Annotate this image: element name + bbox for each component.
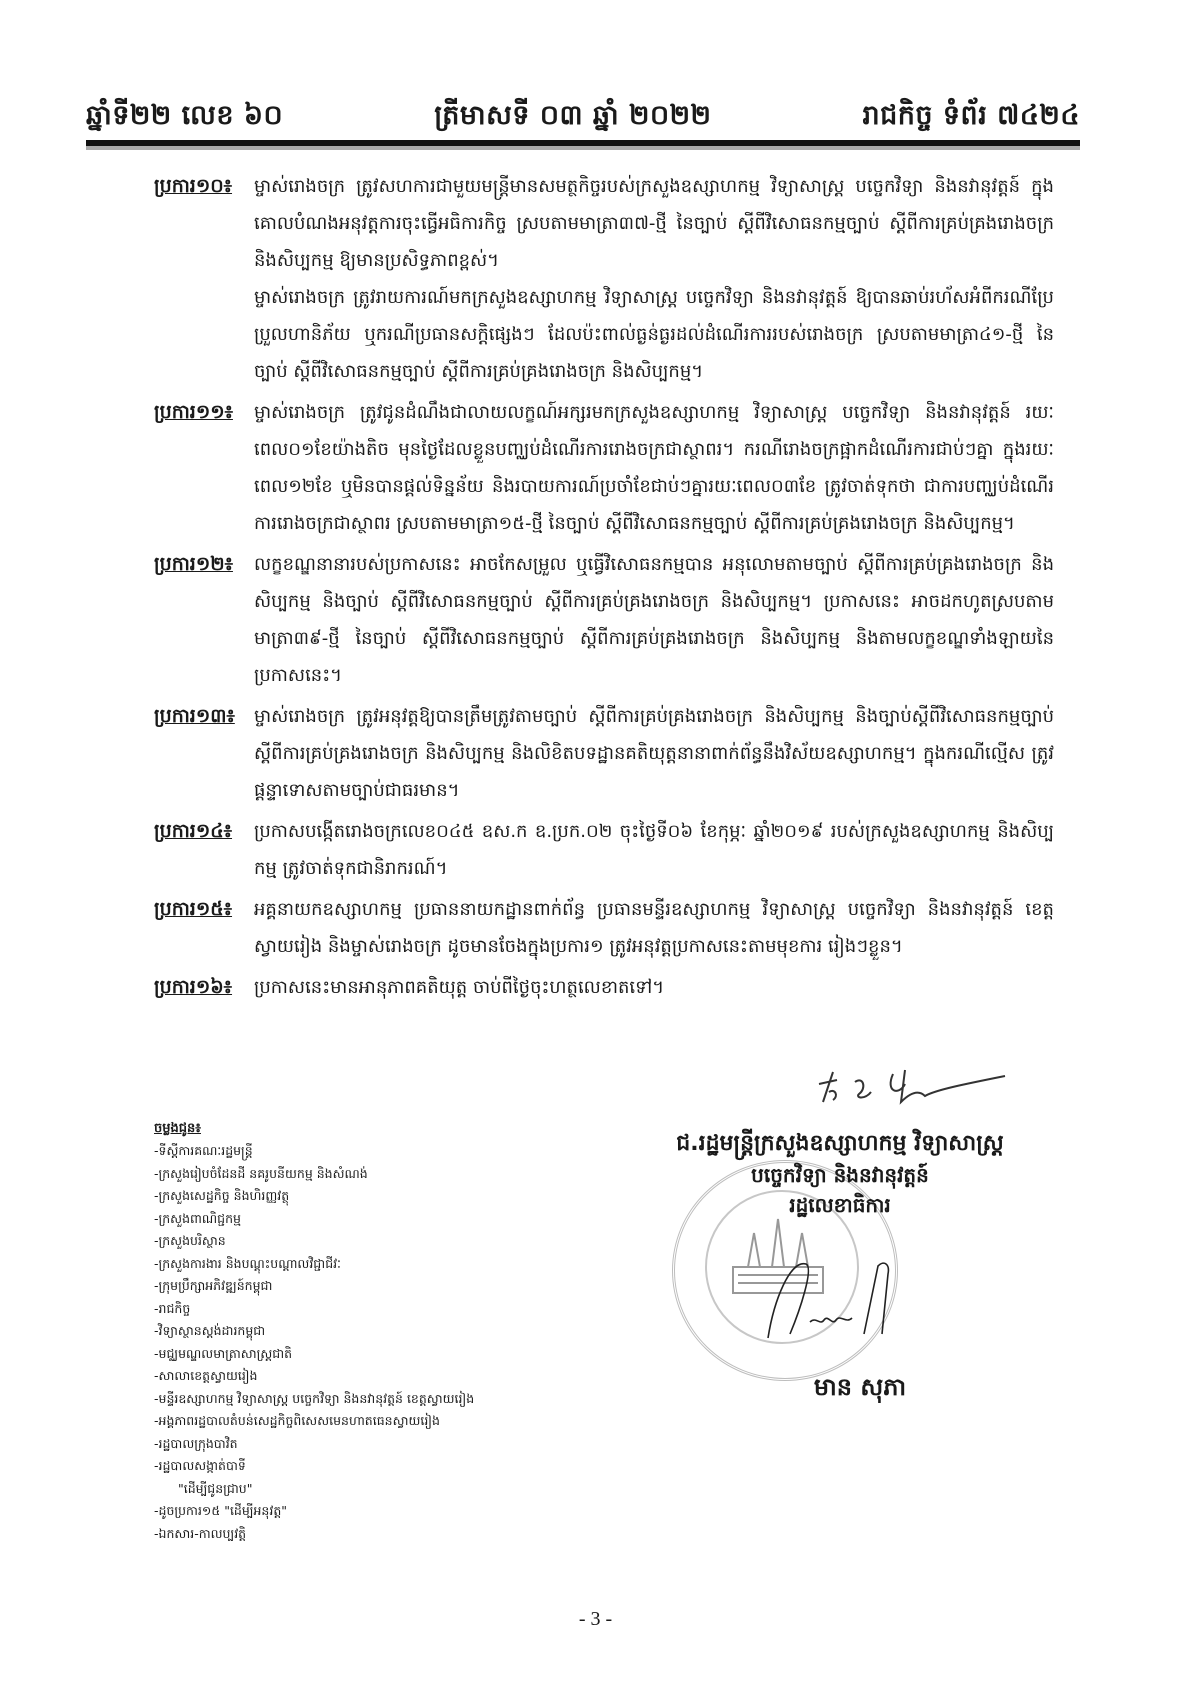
header-rule-shadow xyxy=(86,146,1080,150)
header-year-issue: ឆ្នាំទី២២ លេខ ៦០ xyxy=(86,100,284,131)
handwritten-signature-icon xyxy=(760,1250,900,1340)
article-label: ប្រការ១៣៖ xyxy=(154,705,235,727)
header-gazette-page: រាជកិច្ច ទំព័រ ៧៤២៤ xyxy=(862,100,1080,131)
page-header xyxy=(86,86,1080,138)
article-paragraph: លក្ខខណ្ឌនានារបស់ប្រកាសនេះ អាចកែសម្រួល ឬធ្វើវិសោធនកម្មបាន អនុលោមតាមច្បាប់ ស្ដីពីការគ្រប់គ្រងរោងចក្រ និងសិប្បកម្ម និងច្បាប់ ស្ដីពីវិសោធនកម្មច្បាប់ ស្ដីពីការគ្រប់គ្រងរោងចក្រ និងសិប្បកម្ម។ ប្រកាសនេះ អាចដកហូតស្របតាមមាត្រា៣៩-ថ្មី នៃច្បាប់ ស្ដីពីវិសោធនកម្មច្បាប់ ស្ដីពីការគ្រប់គ្រងរោងចក្រ និងសិប្បកម្ម និងតាមលក្ខខណ្ឌទាំងឡាយនៃប្រកាសនេះ។ xyxy=(254,554,1054,686)
article-body xyxy=(254,969,1054,1006)
signatory-name: មាន សុភា xyxy=(813,1373,907,1401)
article-label: ប្រការ១៦៖ xyxy=(154,976,233,998)
cc-item: -ក្រសួងបរិស្ថាន xyxy=(154,1233,226,1248)
article-label: ប្រការ១២៖ xyxy=(154,553,233,575)
cc-item: -ក្រសួងការងារ និងបណ្ដុះបណ្ដាលវិជ្ជាជីវៈ xyxy=(154,1255,341,1271)
article-body xyxy=(254,891,1054,965)
article-paragraph: ម្ចាស់រោងចក្រ ត្រូវអនុវត្តឱ្យបានត្រឹមត្រូវតាមច្បាប់ ស្ដីពីការគ្រប់គ្រងរោងចក្រ និងសិប្បកម្ម និងច្បាប់ស្ដីពីវិសោធនកម្មច្បាប់ ស្ដីពីការគ្រប់គ្រងរោងចក្រ និងសិប្បកម្ម និងលិខិតបទដ្ឋានគតិយុត្តនានាពាក់ព័ន្ធនឹងវិស័យឧស្សាហកម្ម។ ក្នុងករណីល្មើស ត្រូវផ្ដន្ទាទោសតាមច្បាប់ជាធរមាន។ xyxy=(254,706,1054,801)
article-label: ប្រការ១៤៖ xyxy=(154,820,233,842)
article-14 xyxy=(154,813,1054,887)
article-body xyxy=(254,546,1054,694)
cc-item: -ក្រុមប្រឹក្សាអភិវឌ្ឍន៍កម្ពុជា xyxy=(154,1278,273,1293)
cc-item: -រាជកិច្ច xyxy=(154,1300,191,1316)
cc-item: -រដ្ឋបាលសង្កាត់បាទី xyxy=(154,1458,246,1473)
article-15 xyxy=(154,891,1054,965)
copy-distribution-list xyxy=(154,1118,554,1545)
cc-item: -ក្រសួងពាណិជ្ជកម្ម xyxy=(154,1210,241,1226)
article-12 xyxy=(154,546,1054,694)
cc-item: -ដូចប្រការ១៥ "ដើម្បីអនុវត្ត" xyxy=(154,1503,288,1518)
cc-item: -មន្ទីរឧស្សាហកម្ម វិទ្យាសាស្ត្រ បច្ចេកវិទ្យា និងនវានុវត្តន៍ ខេត្តស្វាយរៀង xyxy=(154,1390,475,1406)
article-label: ប្រការ១៥៖ xyxy=(154,898,233,920)
signatory-title-line1: ជ.រដ្ឋមន្ត្រីក្រសួងឧស្សាហកម្ម វិទ្យាសាស្ត្រ xyxy=(676,1131,1004,1156)
header-quarter: ត្រីមាសទី ០៣ ឆ្នាំ ២០២២ xyxy=(434,100,712,131)
article-paragraph: ប្រកាសបង្កើតរោងចក្រលេខ០៤៥ ឧស.ក ឧ.ប្រក.០២ ចុះថ្ងៃទី០៦ ខែកុម្ភៈ ឆ្នាំ២០១៩ របស់ក្រសួងឧស្សាហកម្ម និងសិប្បកម្ម ត្រូវចាត់ទុកជានិរាករណ៍។ xyxy=(254,821,1054,879)
article-13 xyxy=(154,698,1054,809)
article-paragraph: ម្ចាស់រោងចក្រ ត្រូវសហការជាមួយមន្ត្រីមានសមត្ថកិច្ចរបស់ក្រសួងឧស្សាហកម្ម វិទ្យាសាស្ត្រ បច្ចេកវិទ្យា និងនវានុវត្តន៍ ក្នុងគោលបំណងអនុវត្តការចុះធ្វើអធិការកិច្ច ស្របតាមមាត្រា៣៧-ថ្មី នៃច្បាប់ ស្ដីពីវិសោធនកម្មច្បាប់ ស្ដីពីការគ្រប់គ្រងរោងចក្រ និងសិប្បកម្ម ឱ្យមានប្រសិទ្ធភាពខ្ពស់។ xyxy=(254,176,1054,271)
initials-handwritten-icon xyxy=(815,1062,1015,1112)
cc-item: -ក្រសួងរៀបចំដែនដី នគរូបនីយកម្ម និងសំណង់ xyxy=(154,1165,368,1181)
article-paragraph: ម្ចាស់រោងចក្រ ត្រូវជូនដំណឹងជាលាយលក្ខណ៍អក្សរមកក្រសួងឧស្សាហកម្ម វិទ្យាសាស្ត្រ បច្ចេកវិទ្យា និងនវានុវត្តន៍ រយៈពេល០១ខែយ៉ាងតិច មុនថ្ងៃដែលខ្លួនបញ្ឈប់ដំណើរការរោងចក្រជាស្ថាពរ។ ករណីរោងចក្រផ្អាកដំណើរការជាប់ៗគ្នា ក្នុងរយៈពេល១២ខែ ឬមិនបានផ្ដល់ទិន្នន័យ និងរបាយការណ៍ប្រចាំខែជាប់ៗគ្នារយៈពេល០៣ខែ ត្រូវចាត់ទុកថា ជាការបញ្ឈប់ដំណើរការរោងចក្រជាស្ថាពរ ស្របតាមមាត្រា១៥-ថ្មី នៃច្បាប់ ស្ដីពីវិសោធនកម្មច្បាប់ ស្ដីពីការគ្រប់គ្រងរោងចក្រ និងសិប្បកម្ម។ xyxy=(254,402,1054,534)
article-label: ប្រការ១១៖ xyxy=(154,401,233,423)
signatory-title-line2: បច្ចេកវិទ្យា និងនវានុវត្តន៍ xyxy=(751,1163,929,1187)
cc-item: -រដ្ឋបាលក្រុងបាវិត xyxy=(154,1435,238,1451)
article-paragraph: អគ្គនាយកឧស្សាហកម្ម ប្រធាននាយកដ្ឋានពាក់ព័ន្ធ ប្រធានមន្ទីរឧស្សាហកម្ម វិទ្យាសាស្ត្រ បច្ចេកវិទ្យា និងនវានុវត្តន៍ ខេត្តស្វាយរៀង និងម្ចាស់រោងចក្រ ដូចមានចែងក្នុងប្រការ១ ត្រូវអនុវត្តប្រកាសនេះតាមមុខការ រៀងៗខ្លួន។ xyxy=(254,899,1054,957)
article-paragraph: ម្ចាស់រោងចក្រ ត្រូវរាយការណ៍មកក្រសួងឧស្សាហកម្ម វិទ្យាសាស្ត្រ បច្ចេកវិទ្យា និងនវានុវត្តន៍ ឱ្យបានឆាប់រហ័សអំពីករណីប្រែប្រួលហានិភ័យ ឬករណីប្រធានសក្តិផ្សេងៗ ដែលប៉ះពាល់ធ្ងន់ធ្ងរដល់ដំណើរការរបស់រោងចក្រ ស្របតាមមាត្រា៤១-ថ្មី នៃច្បាប់ ស្ដីពីវិសោធនកម្មច្បាប់ ស្ដីពីការគ្រប់គ្រងរោងចក្រ និងសិប្បកម្ម។ xyxy=(254,287,1054,382)
cc-item: -ទីស្ដីការគណៈរដ្ឋមន្ត្រី xyxy=(154,1143,253,1158)
article-16 xyxy=(154,969,1054,1006)
article-body xyxy=(254,813,1054,887)
article-10 xyxy=(154,168,1054,390)
cc-item: -មជ្ឈមណ្ឌលមាត្រាសាស្ត្រជាតិ xyxy=(154,1345,293,1361)
cc-item: -ក្រសួងសេដ្ឋកិច្ច និងហិរញ្ញវត្ថុ xyxy=(154,1188,290,1203)
article-body xyxy=(254,394,1054,542)
cc-item: -សាលាខេត្តស្វាយរៀង xyxy=(154,1368,258,1383)
cc-item: -វិទ្យាស្ថានស្តង់ដារកម្ពុជា xyxy=(154,1323,266,1338)
article-paragraph: ប្រកាសនេះមានអានុភាពគតិយុត្ត ចាប់ពីថ្ងៃចុះហត្ថលេខាតទៅ។ xyxy=(254,977,665,998)
cc-title: ចម្លងជូន៖ xyxy=(154,1121,201,1136)
article-label: ប្រការ១០៖ xyxy=(154,175,233,197)
cc-item: -ឯកសារ-កាលប្បវត្តិ xyxy=(154,1525,247,1541)
cc-item-note: "ដើម្បីជូនជ្រាប" xyxy=(178,1480,253,1496)
signatory-position: រដ្ឋលេខាធិការ xyxy=(789,1193,891,1217)
article-body xyxy=(254,168,1054,390)
signature-block xyxy=(620,1128,1060,1220)
page-number: - 3 - xyxy=(578,1608,613,1630)
article-body xyxy=(254,698,1054,809)
article-11 xyxy=(154,394,1054,542)
articles xyxy=(154,168,1054,1010)
cc-item: -អង្គភាពរដ្ឋបាលតំបន់សេដ្ឋកិច្ចពិសេសមេនហាតធេនស្វាយរៀង xyxy=(154,1413,440,1428)
